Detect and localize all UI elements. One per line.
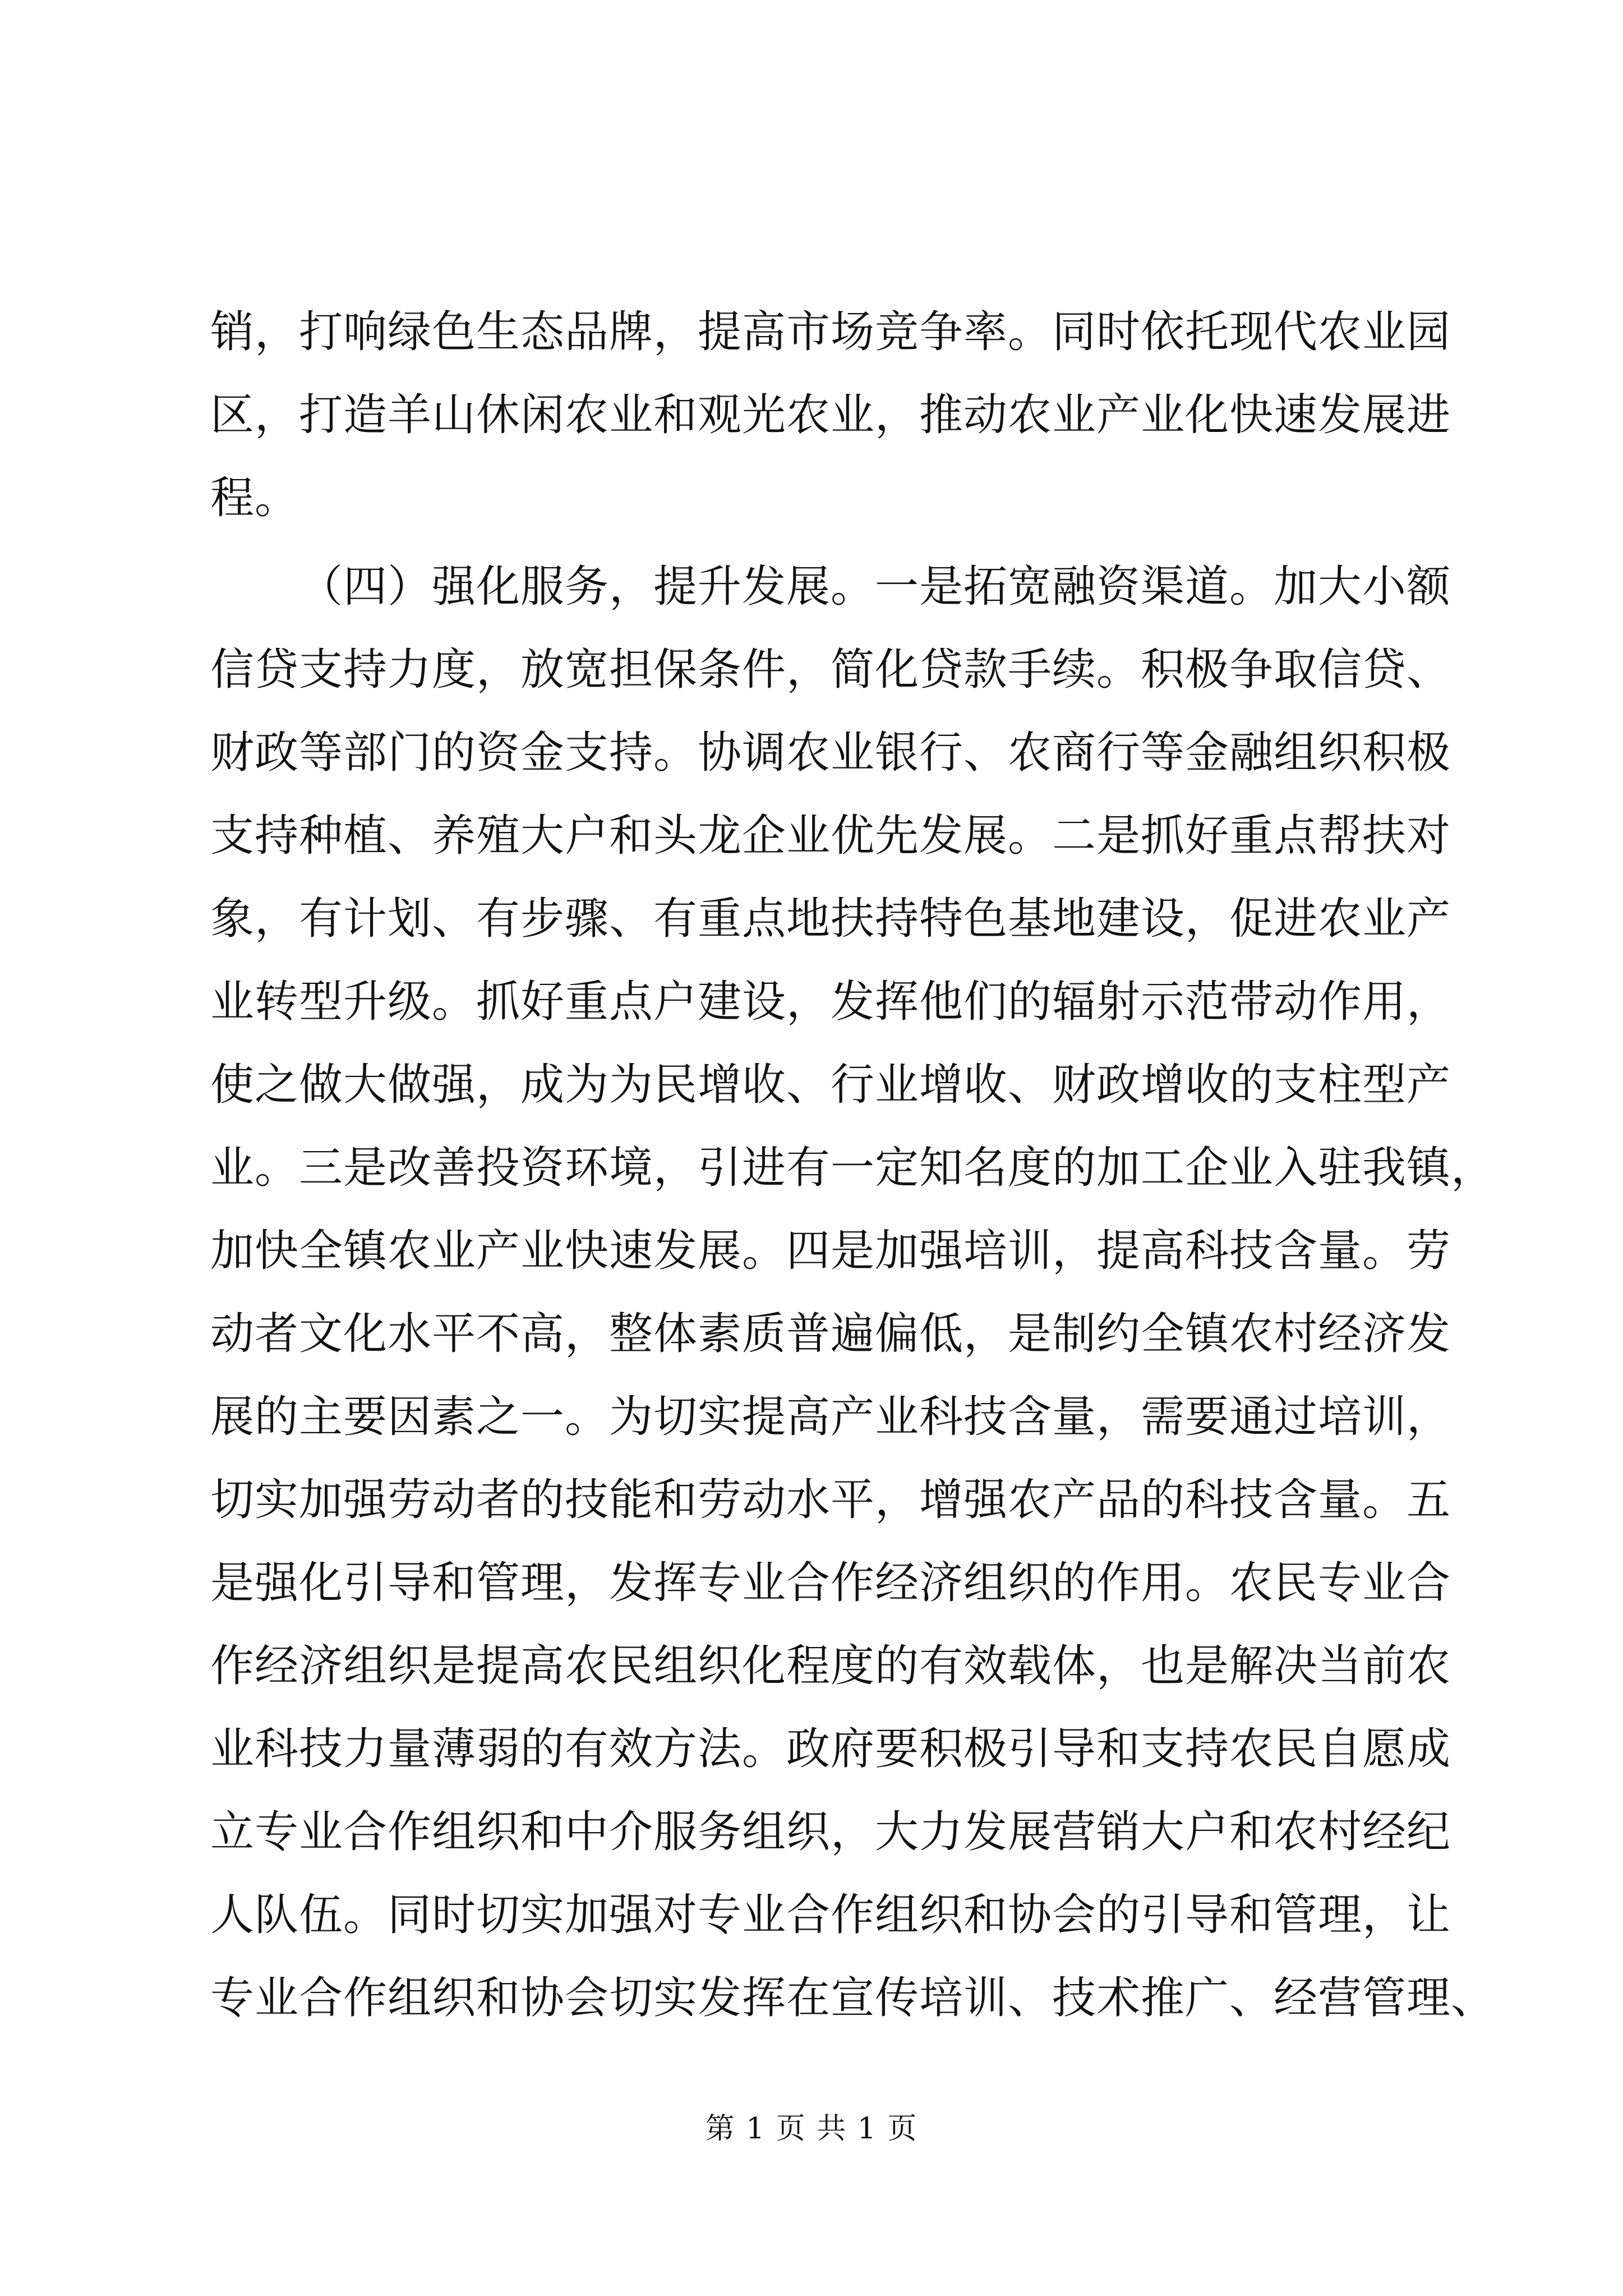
page-number-label: 第 1 页 共 1 页 <box>705 2112 918 2146</box>
text-line: 象，有计划、有步骤、有重点地扶持特色基地建设，促进农业产 <box>210 894 1451 944</box>
text-line: 程。 <box>210 473 299 523</box>
body-text <box>210 291 1496 2040</box>
text-line: 切实加强劳动者的技能和劳动水平，增强农产品的科技含量。五 <box>210 1475 1451 1525</box>
text-line: 使之做大做强，成为为民增收、行业增收、财政增收的支柱型产 <box>210 1060 1451 1110</box>
text-line: 人队伍。同时切实加强对专业合作组织和协会的引导和管理，让 <box>210 1890 1451 1940</box>
text-line: 作经济组织是提高农民组织化程度的有效载体，也是解决当前农 <box>210 1641 1451 1691</box>
text-line: 业。三是改善投资环境，引进有一定知名度的加工企业入驻我镇， <box>210 1143 1496 1193</box>
text-line: 财政等部门的资金支持。协调农业银行、农商行等金融组织积极 <box>210 728 1451 778</box>
text-line: 业科技力量薄弱的有效方法。政府要积极引导和支持农民自愿成 <box>210 1724 1451 1774</box>
text-line: 销，打响绿色生态品牌，提高市场竞争率。同时依托现代农业园 <box>210 307 1451 357</box>
text-line: 业转型升级。抓好重点户建设，发挥他们的辐射示范带动作用， <box>210 977 1451 1027</box>
text-line: 展的主要因素之一。为切实提高产业科技含量，需要通过培训， <box>210 1392 1451 1442</box>
text-line: 专业合作组织和协会切实发挥在宣传培训、技术推广、经营管理、 <box>210 1973 1496 2023</box>
page-footer <box>0 2109 1623 2148</box>
text-line: 立专业合作组织和中介服务组织，大力发展营销大户和农村经纪 <box>210 1807 1451 1857</box>
text-line: 动者文化水平不高，整体素质普遍偏低，是制约全镇农村经济发 <box>210 1309 1451 1359</box>
text-line: 区，打造羊山休闲农业和观光农业，推动农业产业化快速发展进 <box>210 390 1451 440</box>
text-line: 加快全镇农业产业快速发展。四是加强培训，提高科技含量。劳 <box>210 1226 1451 1276</box>
text-line: 支持种植、养殖大户和头龙企业优先发展。二是抓好重点帮扶对 <box>210 811 1451 861</box>
text-line: 信贷支持力度，放宽担保条件，简化贷款手续。积极争取信贷、 <box>210 645 1451 695</box>
text-line: 是强化引导和管理，发挥专业合作经济组织的作用。农民专业合 <box>210 1558 1451 1608</box>
paragraph-heading-line: （四）强化服务，提升发展。一是拓宽融资渠道。加大小额 <box>299 562 1451 612</box>
